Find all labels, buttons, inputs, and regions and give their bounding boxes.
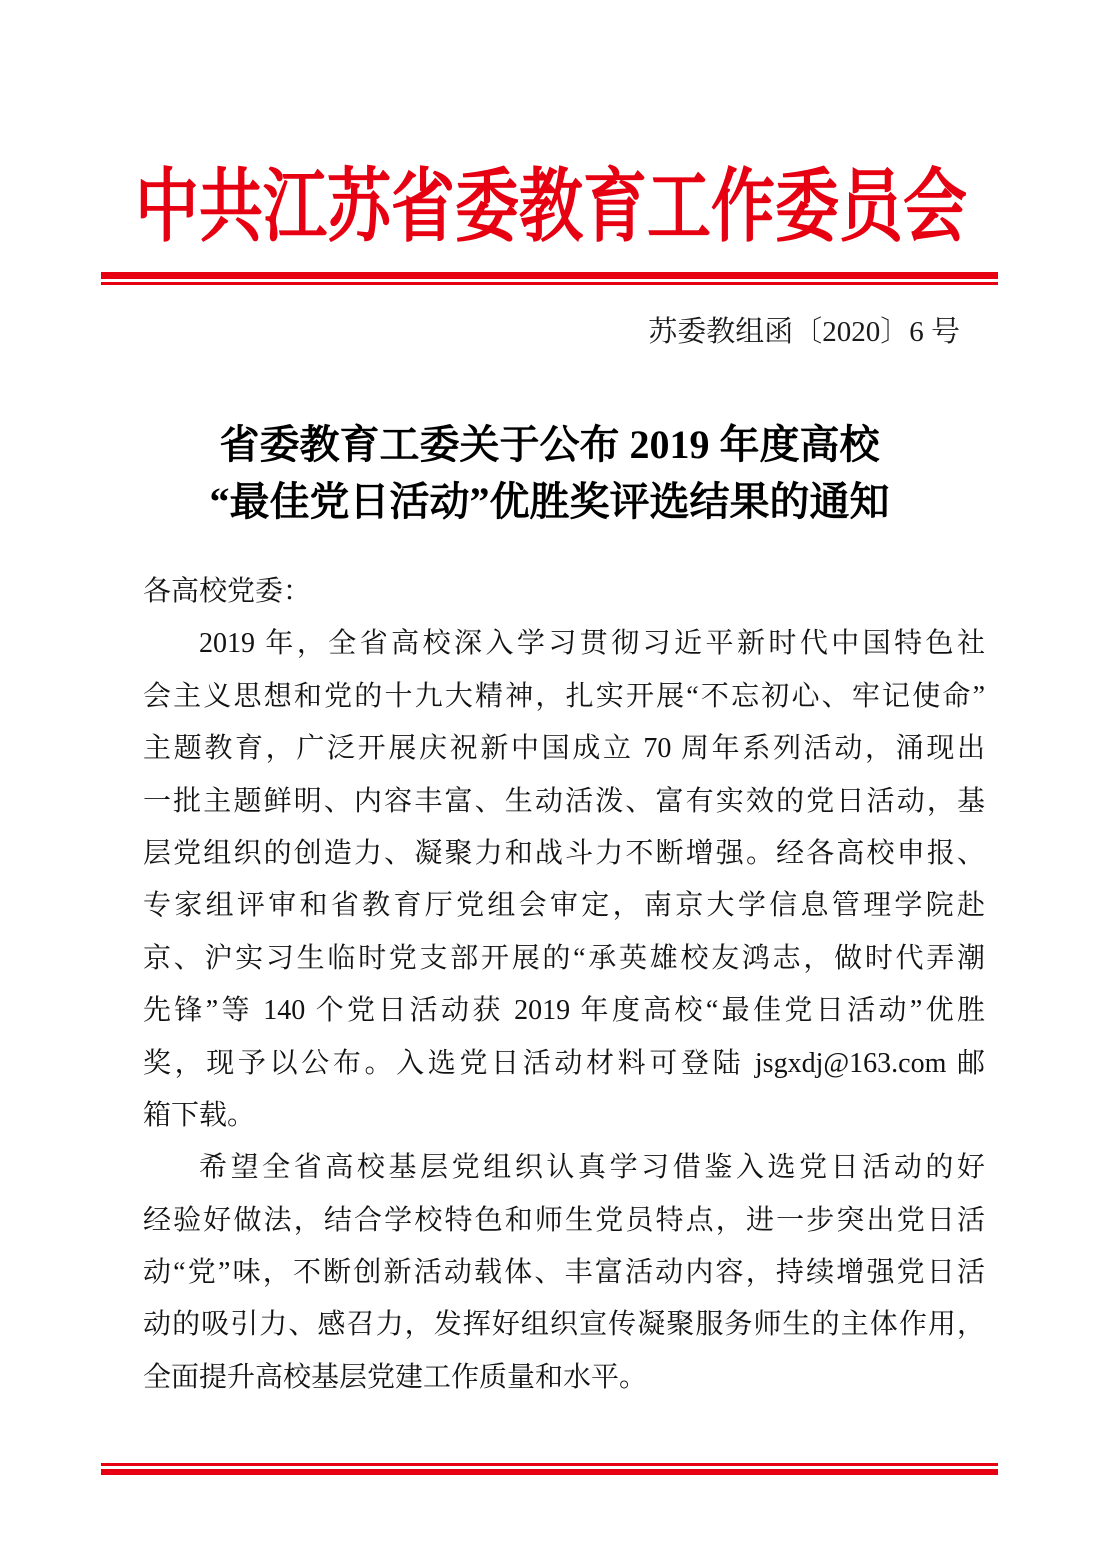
body-line: 动“党”味，不断创新活动载体、丰富活动内容，持续增强党日活 xyxy=(143,1257,985,1289)
body-line: 希望全省高校基层党组织认真学习借鉴入选党日活动的好 xyxy=(199,1152,985,1184)
body-line: 先锋”等 140 个党日活动获 2019 年度高校“最佳党日活动”优胜 xyxy=(143,995,985,1027)
header-rule-thin xyxy=(101,282,998,285)
letterhead-org-name: 中共江苏省委教育工作委员会 xyxy=(134,164,967,252)
document-title-line-2: “最佳党日活动”优胜奖评选结果的通知 xyxy=(209,479,890,524)
body-line: 专家组评审和省教育厅党组会审定，南京大学信息管理学院赴 xyxy=(143,890,985,922)
body-line: 经验好做法，结合学校特色和师生党员特点，进一步突出党日活 xyxy=(143,1204,985,1236)
body-line: 会主义思想和党的十九大精神，扎实开展“不忘初心、牢记使命” xyxy=(143,680,985,712)
body-line: 主题教育，广泛开展庆祝新中国成立 70 周年系列活动，涌现出 xyxy=(143,733,985,765)
body-line: 层党组织的创造力、凝聚力和战斗力不断增强。经各高校申报、 xyxy=(143,837,985,869)
header-rule-thick xyxy=(101,272,998,279)
body-line: 2019 年，全省高校深入学习贯彻习近平新时代中国特色社 xyxy=(199,628,985,660)
document-body xyxy=(143,566,985,1404)
salutation-line: 各高校党委： xyxy=(143,576,312,607)
body-line: 箱下载。 xyxy=(143,1099,256,1131)
body-line: 一批主题鲜明、内容丰富、生动活泼、富有实效的党日活动，基 xyxy=(143,785,985,817)
body-line: 京、沪实习生临时党支部开展的“承英雄校友鸿志，做时代弄潮 xyxy=(143,942,985,974)
footer-double-rule xyxy=(101,1463,998,1475)
document-title xyxy=(101,416,998,530)
footer-rule-thick xyxy=(101,1469,998,1475)
header-double-rule xyxy=(101,272,998,285)
document-title-line-1: 省委教育工委关于公布 2019 年度高校 xyxy=(219,422,880,467)
body-line: 动的吸引力、感召力，发挥好组织宣传凝聚服务师生的主体作用， xyxy=(143,1309,985,1341)
body-line: 全面提升高校基层党建工作质量和水平。 xyxy=(143,1361,648,1393)
document-number: 苏委教组函〔2020〕6 号 xyxy=(648,316,960,348)
body-line: 奖，现予以公布。入选党日活动材料可登陆 jsgxdj@163.com 邮 xyxy=(143,1047,985,1079)
